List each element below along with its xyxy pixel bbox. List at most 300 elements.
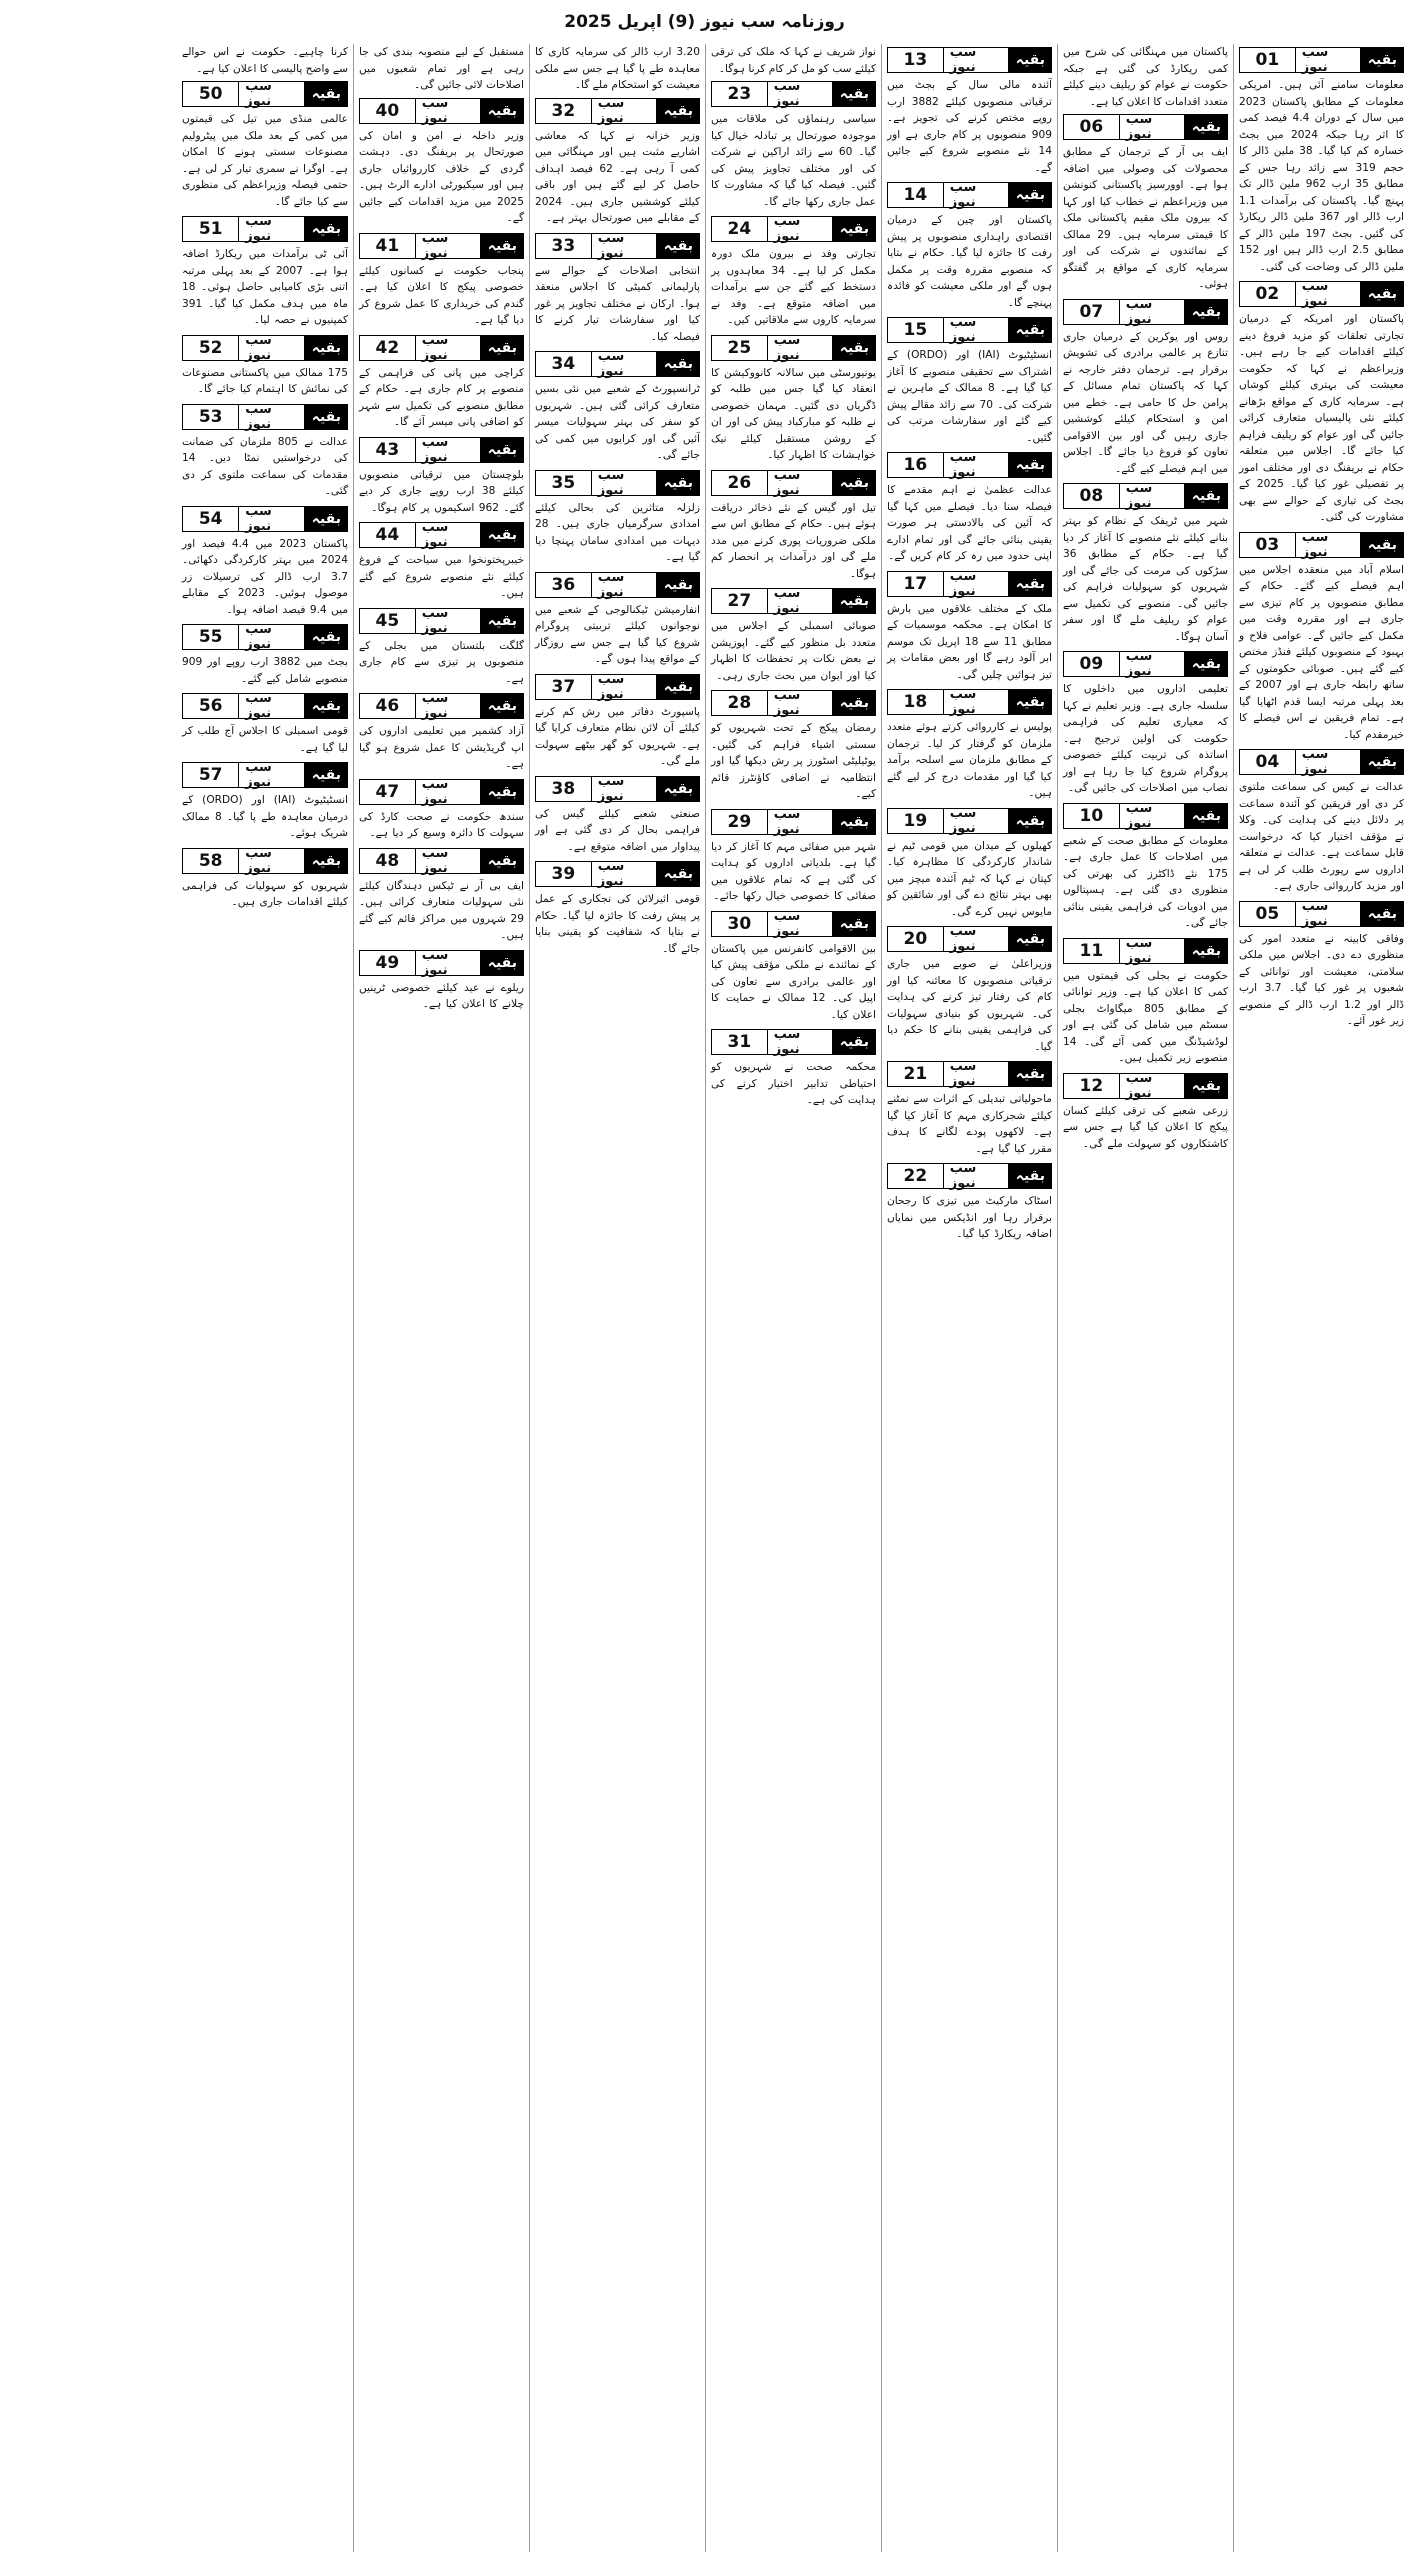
baqiya-tag: بقیہ — [657, 776, 700, 802]
continuation-block — [182, 624, 348, 687]
continuation-number: 49 — [359, 950, 416, 976]
continuation-number: 19 — [887, 808, 944, 834]
continuation-number: 16 — [887, 452, 944, 478]
continuation-block — [711, 806, 876, 905]
baqiya-tag: بقیہ — [305, 335, 348, 361]
continuation-block — [887, 1061, 1052, 1157]
continued-text: کرنا چاہیے۔ حکومت نے اس حوالے سے واضح پالیسی کا اعلان کیا ہے۔ — [182, 46, 348, 75]
continuation-block — [535, 861, 700, 957]
baqiya-label — [535, 95, 700, 126]
continuation-block — [359, 693, 524, 773]
continuation-text: عدالت عظمیٰ نے اہم مقدمے کا فیصلہ سنا دیا۔ فیصلے میں کہا گیا کہ آئین کی بالادستی ہر صورت یقینی بنائی جائے گی اور تمام ادارے اپنی حدود میں رہ کر کام کریں گے۔ — [887, 484, 1052, 562]
baqiya-label — [182, 332, 348, 363]
baqiya-label — [1063, 1070, 1228, 1101]
continuation-text: ایف بی آر نے ٹیکس دہندگان کیلئے نئی سہولیات متعارف کرائی ہیں۔ 29 شہروں میں مراکز قائم کیے گئے ہیں۔ — [359, 879, 524, 941]
subnews-word: سب نیوز — [239, 848, 304, 874]
continuation-number: 40 — [359, 98, 416, 124]
baqiya-tag: بقیہ — [481, 779, 524, 805]
baqiya-tag: بقیہ — [657, 674, 700, 700]
continuation-number: 41 — [359, 233, 416, 259]
continuation-block — [359, 332, 524, 431]
continuation-block — [711, 332, 876, 464]
baqiya-tag: بقیہ — [1361, 47, 1404, 73]
continued-text: پاکستان میں مہنگائی کی شرح میں کمی ریکارڈ کی گئی ہے جبکہ حکومت نے عوام کو ریلیف دینے کیلئے متعدد اقدامات کا اعلان کیا ہے۔ — [1063, 46, 1228, 108]
baqiya-tag: بقیہ — [305, 216, 348, 242]
baqiya-tag: بقیہ — [833, 588, 876, 614]
continuation-text: خیبرپختونخوا میں سیاحت کے فروغ کیلئے نئے منصوبے شروع کیے گئے ہیں۔ — [359, 554, 524, 599]
baqiya-tag: بقیہ — [657, 861, 700, 887]
continuation-block — [887, 317, 1052, 446]
continuation-text: ایف بی آر کے ترجمان کے مطابق محصولات کی وصولی میں اضافہ ہوا ہے۔ اوورسیز پاکستانی کنونشن میں وزیراعظم نے خطاب کیا اور کہا کہ بیرون ملک مقیم پاکستانی ملک کا قیمتی سرمایہ ہیں۔ 29 ممالک کے نمائندوں نے شرکت کی اور سرمایہ کاری کے مواقع پر گفتگو ہوئی۔ — [1063, 146, 1228, 290]
newspaper-title: روزنامہ سب نیوز (9) اپریل 2025 — [564, 11, 845, 32]
baqiya-label — [1063, 935, 1228, 966]
continuation-text: ملک کے مختلف علاقوں میں بارش کا امکان ہے۔ محکمہ موسمیات کے مطابق 11 سے 18 اپریل تک موسم ابر آلود رہے گا اور بعض مقامات پر تیز ہوائیں چلیں گی۔ — [887, 602, 1052, 681]
subnews-word: سب نیوز — [239, 762, 304, 788]
subnews-word: سب نیوز — [1120, 651, 1185, 677]
baqiya-tag: بقیہ — [481, 335, 524, 361]
subnews-word: سب نیوز — [592, 572, 657, 598]
baqiya-label — [182, 845, 348, 876]
baqiya-tag: بقیہ — [481, 522, 524, 548]
baqiya-label — [359, 605, 524, 636]
continuation-number: 38 — [535, 776, 592, 802]
continuation-block — [887, 568, 1052, 684]
baqiya-label — [182, 693, 348, 719]
subnews-word: سب نیوز — [592, 98, 657, 124]
continuation-number: 43 — [359, 437, 416, 463]
continuation-number: 26 — [711, 470, 768, 496]
subnews-word: سب نیوز — [416, 779, 481, 805]
news-column — [353, 44, 529, 2552]
continuation-text: عدالت نے 805 ملزمان کی ضمانت کی درخواستیں نمٹا دیں۔ 14 مقدمات کی سماعت ملتوی کر دی گئی۔ — [182, 435, 348, 497]
subnews-word: سب نیوز — [1296, 281, 1361, 307]
continuation-text: بلوچستان میں ترقیاتی منصوبوں کیلئے 38 ارب روپے جاری کر دیے گئے۔ 962 اسکیموں پر کام ہوگا۔ — [359, 468, 524, 514]
baqiya-tag: بقیہ — [833, 335, 876, 361]
subnews-word: سب نیوز — [239, 216, 304, 242]
continuation-block — [887, 1163, 1052, 1243]
subnews-word: سب نیوز — [1296, 532, 1361, 558]
baqiya-tag: بقیہ — [1009, 1163, 1052, 1189]
subnews-word: سب نیوز — [944, 571, 1009, 597]
baqiya-tag: بقیہ — [1361, 749, 1404, 775]
continuation-number: 54 — [182, 506, 239, 532]
continuation-block — [1063, 1070, 1228, 1153]
baqiya-tag: بقیہ — [305, 81, 348, 107]
continuation-number: 37 — [535, 674, 592, 700]
baqiya-tag: بقیہ — [1185, 651, 1228, 677]
continuation-block — [359, 434, 524, 517]
baqiya-tag: بقیہ — [305, 762, 348, 788]
baqiya-label — [359, 95, 524, 126]
continuation-number: 07 — [1063, 299, 1120, 325]
baqiya-label — [1063, 800, 1228, 831]
continuation-block — [711, 1029, 876, 1109]
continuation-number: 22 — [887, 1163, 944, 1189]
baqiya-label — [182, 216, 348, 242]
continuation-text: انسٹیٹیوٹ (IAI) اور (ORDO) کے اشتراک سے تحقیقی منصوبے کا آغاز کیا گیا ہے۔ 8 ممالک کے ماہرین نے شرکت کی۔ 70 سے زائد مقالے پیش کیے گئے اور سفارشات مرتب کی گئیں۔ — [887, 349, 1052, 444]
subnews-word: سب نیوز — [768, 81, 833, 107]
news-column — [1057, 44, 1233, 2552]
continuation-block — [182, 332, 348, 398]
baqiya-tag: بقیہ — [833, 809, 876, 835]
continuation-block — [359, 845, 524, 944]
continuation-text: صوبائی اسمبلی کے اجلاس میں متعدد بل منظور کیے گئے۔ اپوزیشن نے بعض نکات پر تحفظات کا اظہار کیا اور ایوان میں بحث جاری رہی۔ — [711, 620, 876, 682]
continuation-number: 27 — [711, 588, 768, 614]
continuation-block — [1063, 114, 1228, 293]
continuation-block — [1063, 800, 1228, 932]
baqiya-label — [535, 671, 700, 702]
baqiya-label — [535, 861, 700, 887]
continuation-text: عالمی منڈی میں تیل کی قیمتوں میں کمی کے بعد ملک میں پیٹرولیم مصنوعات سستی ہونے کا امکان ہے۔ اوگرا نے سمری تیار کر لی ہے۔ حتمی فیصلہ وزیراعظم کی منظوری سے کیا جائے گا۔ — [182, 113, 348, 208]
subnews-word: سب نیوز — [1120, 483, 1185, 509]
continuation-block — [1239, 47, 1404, 275]
continuation-number: 28 — [711, 690, 768, 716]
subnews-word: سب نیوز — [944, 1061, 1009, 1087]
continuation-block — [711, 588, 876, 684]
subnews-word: سب نیوز — [768, 809, 833, 835]
baqiya-label — [711, 1029, 876, 1055]
continuation-block — [887, 689, 1052, 802]
baqiya-tag: بقیہ — [1009, 808, 1052, 834]
continuation-block — [1063, 935, 1228, 1067]
baqiya-label — [359, 522, 524, 548]
continuation-number: 47 — [359, 779, 416, 805]
subnews-word: سب نیوز — [239, 506, 304, 532]
baqiya-label — [359, 693, 524, 719]
continuation-text: شہر میں ٹریفک کے نظام کو بہتر بنانے کیلئے نئے منصوبے کا آغاز کر دیا گیا ہے۔ حکام کے مطابق 36 سڑکوں کی مرمت کی جائے گی اور شہریوں کو سہولیات فراہم کی جائیں گی۔ منصوبے کی تکمیل سے عوام کو ریلیف ملے گا اور سفر آسان ہوگا۔ — [1063, 515, 1228, 643]
baqiya-label — [182, 81, 348, 107]
continuation-text: انتخابی اصلاحات کے حوالے سے پارلیمانی کمیٹی کا اجلاس منعقد ہوا۔ ارکان نے مختلف تجاویز پر غور کیا اور سفارشات تیار کرنے کا فیصلہ کیا۔ — [535, 264, 700, 343]
continuation-block — [887, 47, 1052, 176]
baqiya-label — [359, 845, 524, 876]
baqiya-tag: بقیہ — [833, 1029, 876, 1055]
continuation-number: 14 — [887, 182, 944, 208]
continuation-text: پولیس نے کارروائی کرتے ہوئے متعدد ملزمان کو گرفتار کر لیا۔ ترجمان کے مطابق ملزمان سے اسلحہ برآمد کیا گیا اور مقدمات درج کر لیے گئے ہیں۔ — [887, 721, 1052, 799]
news-column — [705, 44, 881, 2552]
subnews-word: سب نیوز — [768, 588, 833, 614]
subnews-word: سب نیوز — [416, 608, 481, 634]
continuation-text: سیاسی رہنماؤں کی ملاقات میں موجودہ صورتحال پر تبادلہ خیال کیا گیا۔ 60 سے زائد اراکین نے شرکت کی اور مختلف تجاویز پیش کی گئیں۔ فیصلہ کیا گیا کہ مشاورت کا عمل جاری رکھا جائے گا۔ — [711, 113, 876, 208]
continuation-block — [1239, 529, 1404, 744]
continuation-number: 33 — [535, 233, 592, 259]
continuation-text: سندھ حکومت نے صحت کارڈ کی سہولت کا دائرہ وسیع کر دیا ہے۔ — [359, 810, 524, 839]
subnews-word: سب نیوز — [1120, 803, 1185, 829]
subnews-word: سب نیوز — [416, 233, 481, 259]
subnews-word: سب نیوز — [416, 950, 481, 976]
continuation-number: 57 — [182, 762, 239, 788]
subnews-word: سب نیوز — [768, 911, 833, 937]
continuation-block — [359, 95, 524, 227]
continuation-number: 39 — [535, 861, 592, 887]
continuation-text: پاکستان اور امریکہ کے درمیان تجارتی تعلقات کو مزید فروغ دینے کیلئے اقدامات کیے جا رہے ہیں۔ وزیراعظم نے کہا کہ حکومت معیشت کی بہتری کیلئے کوشاں ہے۔ سرمایہ کاری کے مواقع بڑھانے کیلئے نئی پالیسیاں متعارف کرائی جائیں گی اور عوام کو ریلیف فراہم کیا جائے گا۔ اجلاس میں متعلقہ حکام نے بریفنگ دی اور مختلف امور پر تفصیلی غور کیا گیا۔ 2025 کے بجٹ کی تیاری کے حوالے سے بھی مشاورت کی گئی۔ — [1239, 313, 1404, 523]
subnews-word: سب نیوز — [944, 182, 1009, 208]
continuation-text: 175 ممالک میں پاکستانی مصنوعات کی نمائش کا اہتمام کیا جائے گا۔ — [182, 366, 348, 395]
baqiya-tag: بقیہ — [1009, 452, 1052, 478]
baqiya-label — [711, 216, 876, 242]
baqiya-tag: بقیہ — [481, 848, 524, 874]
continuation-text: تعلیمی اداروں میں داخلوں کا سلسلہ جاری ہے۔ وزیر تعلیم نے کہا کہ معیاری تعلیم کی فراہمی حکومت کی اولین ترجیح ہے۔ اساتذہ کی تربیت کیلئے خصوصی پروگرام شروع کیا جا رہا ہے اور نصاب میں اصلاحات کی جائیں گی۔ — [1063, 683, 1228, 794]
continuation-text: تجارتی وفد نے بیرون ملک دورہ مکمل کر لیا ہے۔ 34 معاہدوں پر دستخط کیے گئے جن سے برآمدات میں اضافہ متوقع ہے۔ وفد نے سرمایہ کاروں سے ملاقاتیں کیں۔ — [711, 248, 876, 326]
subnews-word: سب نیوز — [416, 693, 481, 719]
baqiya-label — [535, 773, 700, 804]
baqiya-tag: بقیہ — [1009, 1061, 1052, 1087]
continuation-text: بجٹ میں 3882 ارب روپے اور 909 منصوبے شامل کیے گئے۔ — [182, 656, 348, 685]
continuation-number: 03 — [1239, 532, 1296, 558]
continuation-block — [182, 503, 349, 619]
baqiya-tag: بقیہ — [1361, 532, 1404, 558]
baqiya-label — [535, 230, 700, 261]
subnews-word: سب نیوز — [944, 47, 1009, 73]
subnews-word: سب نیوز — [416, 848, 481, 874]
baqiya-tag: بقیہ — [305, 848, 348, 874]
subnews-word: سب نیوز — [592, 776, 657, 802]
continuation-text: انسٹیٹیوٹ (IAI) اور (ORDO) کے درمیان معاہدہ طے پا گیا۔ 8 ممالک شریک ہوئے۔ — [182, 794, 349, 839]
continuation-number: 08 — [1063, 483, 1120, 509]
continuation-text: آئی ٹی برآمدات میں ریکارڈ اضافہ ہوا ہے۔ 2007 کے بعد پہلی مرتبہ اتنی بڑی کامیابی حاصل ہوئی۔ 18 ماہ میں ہدف مکمل کیا گیا۔ 391 کمپنیوں نے حصہ لیا۔ — [182, 248, 348, 326]
continuation-block — [1063, 296, 1228, 478]
baqiya-tag: بقیہ — [481, 233, 524, 259]
news-column — [529, 44, 705, 2552]
baqiya-label — [1063, 651, 1228, 677]
continuation-text: محکمہ صحت نے شہریوں کو احتیاطی تدابیر اختیار کرنے کی ہدایت کی ہے۔ — [711, 1061, 876, 1106]
continuation-text: پاکستان 2023 میں 4.4 فیصد اور 2024 میں بہتر کارکردگی دکھائی۔ 3.7 ارب ڈالر کی ترسیلات زر موصول ہوئیں۔ 2023 کے مقابلے میں 9.4 فیصد اضافہ ہوا۔ — [182, 537, 349, 616]
continuation-number: 42 — [359, 335, 416, 361]
continuation-text: ٹرانسپورٹ کے شعبے میں نئی بسیں متعارف کرائی گئی ہیں۔ شہریوں کو سفر کی بہتر سہولیات میسر آئیں گی اور کرایوں میں کمی کی جائے گی۔ — [535, 383, 700, 461]
continuation-text: زرعی شعبے کی ترقی کیلئے کسان پیکج کا اعلان کیا گیا ہے جس سے کاشتکاروں کو سہولت ملے گی۔ — [1063, 1104, 1228, 1150]
continuation-block — [1239, 749, 1404, 895]
continuation-number: 34 — [535, 351, 592, 377]
baqiya-label — [887, 317, 1052, 343]
article-columns — [0, 44, 1409, 2552]
continuation-text: اسٹاک مارکیٹ میں تیزی کا رجحان برقرار رہا اور انڈیکس میں نمایاں اضافہ ریکارڈ کیا گیا۔ — [887, 1195, 1052, 1240]
continuation-text: انفارمیشن ٹیکنالوجی کے شعبے میں نوجوانوں کیلئے تربیتی پروگرام شروع کیا گیا ہے جس سے روزگار کے مواقع پیدا ہوں گے۔ — [535, 603, 700, 665]
subnews-word: سب نیوز — [416, 335, 481, 361]
continuation-number: 30 — [711, 911, 768, 937]
subnews-word: سب نیوز — [944, 1163, 1009, 1189]
continuation-block — [535, 230, 700, 346]
subnews-word: سب نیوز — [239, 335, 304, 361]
baqiya-label — [711, 81, 876, 107]
continuation-text: آزاد کشمیر میں تعلیمی اداروں کی اپ گریڈیشن کا عمل شروع ہو گیا ہے۔ — [359, 725, 524, 770]
baqiya-tag: بقیہ — [481, 98, 524, 124]
baqiya-label — [887, 452, 1052, 478]
continuation-number: 53 — [182, 404, 239, 430]
baqiya-tag: بقیہ — [305, 506, 348, 532]
continued-text: مستقبل کے لیے منصوبہ بندی کی جا رہی ہے اور تمام شعبوں میں اصلاحات لائی جائیں گی۔ — [359, 46, 524, 91]
baqiya-tag: بقیہ — [1185, 114, 1228, 140]
continuation-block — [359, 522, 524, 602]
continuation-number: 56 — [182, 693, 239, 719]
subnews-word: سب نیوز — [416, 437, 481, 463]
continuation-text: یونیورسٹی میں سالانہ کانووکیشن کا انعقاد کیا گیا جس میں طلبہ کو ڈگریاں دی گئیں۔ مہمان خصوصی نے طلبہ کو مبارکباد پیش کی اور ان کے روشن مستقبل کیلئے نیک خواہشات کا اظہار کیا۔ — [711, 366, 876, 461]
subnews-word: سب نیوز — [1120, 299, 1185, 325]
continuation-text: بین الاقوامی کانفرنس میں پاکستان کے نمائندے نے ملکی مؤقف پیش کیا اور عالمی برادری سے تعاون کی اپیل کی۔ 12 ممالک نے حمایت کا اعلان کیا۔ — [711, 942, 876, 1021]
continuation-number: 50 — [182, 81, 239, 107]
continuation-block — [535, 351, 700, 464]
continuation-block — [535, 671, 700, 770]
continuation-text: وزیر خزانہ نے کہا کہ معاشی اشاریے مثبت ہیں اور مہنگائی میں کمی آ رہی ہے۔ 62 فیصد اہداف حاصل کر لیے گئے ہیں اور باقی کیلئے کوششیں جاری ہیں۔ 2024 کے مقابلے میں صورتحال بہتر ہے۔ — [535, 129, 700, 224]
baqiya-label — [535, 351, 700, 377]
subnews-word: سب نیوز — [416, 98, 481, 124]
continuation-number: 55 — [182, 624, 239, 650]
continuation-number: 24 — [711, 216, 768, 242]
baqiya-tag: بقیہ — [305, 693, 348, 719]
baqiya-tag: بقیہ — [1185, 1073, 1228, 1099]
baqiya-tag: بقیہ — [833, 470, 876, 496]
continuation-text: قومی اسمبلی کا اجلاس آج طلب کر لیا گیا ہے۔ — [182, 725, 348, 754]
continuation-block — [359, 776, 524, 842]
subnews-word: سب نیوز — [416, 522, 481, 548]
subnews-word: سب نیوز — [1120, 938, 1185, 964]
subnews-word: سب نیوز — [944, 452, 1009, 478]
subnews-word: سب نیوز — [1296, 749, 1361, 775]
baqiya-label — [182, 624, 348, 650]
baqiya-label — [887, 805, 1052, 836]
continuation-number: 32 — [535, 98, 592, 124]
baqiya-tag: بقیہ — [1009, 689, 1052, 715]
baqiya-label — [182, 503, 348, 534]
continuation-number: 11 — [1063, 938, 1120, 964]
baqiya-label — [711, 467, 876, 498]
continuation-text: وزیر داخلہ نے امن و امان کی صورتحال پر بریفنگ دی۔ دہشت گردی کے خلاف کارروائیاں جاری ہیں اور سیکیورٹی ادارے الرٹ ہیں۔ 2025 میں مزید اقدامات کیے جائیں گے۔ — [359, 129, 524, 224]
baqiya-tag: بقیہ — [1009, 182, 1052, 208]
baqiya-label — [711, 690, 876, 716]
baqiya-label — [1239, 529, 1404, 560]
continuation-block — [182, 762, 348, 842]
baqiya-tag: بقیہ — [481, 608, 524, 634]
continuation-number: 15 — [887, 317, 944, 343]
continuation-text: وزیراعلیٰ نے صوبے میں جاری ترقیاتی منصوبوں کا معائنہ کیا اور کام کی رفتار تیز کرنے کی ہدایت کی۔ شہریوں کو بنیادی سہولیات کی فراہمی یقینی بنانے کا حکم دیا گیا۔ — [887, 958, 1052, 1053]
continuation-block — [535, 773, 700, 856]
continuation-number: 46 — [359, 693, 416, 719]
baqiya-tag: بقیہ — [657, 572, 700, 598]
continuation-text: عدالت نے کیس کی سماعت ملتوی کر دی اور فریقین کو آئندہ سماعت پر دلائل دینے کی ہدایت کی۔ وکلا نے مؤقف اختیار کیا کہ درخواست قابل سماعت ہے۔ عدالت نے متعلقہ اداروں سے رپورٹ طلب کر لی ہے اور مزید کارروائی جاری ہے۔ — [1239, 781, 1404, 892]
baqiya-label — [359, 230, 524, 261]
baqiya-label — [359, 332, 524, 363]
continuation-block — [711, 690, 876, 803]
subnews-word: سب نیوز — [1120, 114, 1185, 140]
subnews-word: سب نیوز — [768, 216, 833, 242]
subnews-word: سب نیوز — [1120, 1073, 1185, 1099]
continuation-number: 52 — [182, 335, 239, 361]
subnews-word: سب نیوز — [239, 404, 304, 430]
continuation-text: آئندہ مالی سال کے بجٹ میں ترقیاتی منصوبوں کیلئے 3882 ارب روپے مختص کرنے کی تجویز ہے۔ 909 منصوبوں پر کام جاری ہے اور 14 نئے منصوبے شروع کیے جائیں گے۔ — [887, 79, 1052, 174]
baqiya-tag: بقیہ — [1361, 281, 1404, 307]
subnews-word: سب نیوز — [592, 861, 657, 887]
continuation-block — [182, 216, 348, 329]
baqiya-label — [359, 776, 524, 807]
continuation-number: 20 — [887, 926, 944, 952]
subnews-word: سب نیوز — [592, 470, 657, 496]
subnews-word: سب نیوز — [768, 335, 833, 361]
continuation-block — [359, 230, 524, 329]
continuation-text: معلومات کے مطابق صحت کے شعبے میں اصلاحات کا عمل جاری ہے۔ 175 نئے ڈاکٹرز کی بھرتی کی منظوری دی گئی ہے۔ ہسپتالوں میں ادویات کی فراہمی یقینی بنائی جائے گی۔ — [1063, 834, 1228, 929]
baqiya-label — [1239, 749, 1404, 775]
continuation-block — [711, 908, 876, 1024]
continuation-text: پاکستان اور چین کے درمیان اقتصادی راہداری منصوبوں پر پیش رفت کا جائزہ لیا گیا۔ حکام نے بتایا کہ منصوبے مقررہ وقت پر مکمل ہوں گے اور ملکی معیشت کو فائدہ پہنچے گا۔ — [887, 214, 1052, 309]
news-column — [1233, 44, 1409, 2552]
subnews-word: سب نیوز — [1296, 47, 1361, 73]
baqiya-label — [711, 332, 876, 363]
baqiya-tag: بقیہ — [481, 950, 524, 976]
continuation-text: پنجاب حکومت نے کسانوں کیلئے خصوصی پیکج کا اعلان کیا ہے۔ گندم کی خریداری کا عمل شروع کر دیا گیا ہے۔ — [359, 264, 524, 326]
continuation-number: 25 — [711, 335, 768, 361]
baqiya-label — [1239, 898, 1404, 929]
baqiya-label — [887, 47, 1052, 73]
continuation-block — [887, 452, 1052, 565]
continuation-number: 44 — [359, 522, 416, 548]
baqiya-tag: بقیہ — [833, 216, 876, 242]
continuation-text: کھیلوں کے میدان میں قومی ٹیم نے شاندار کارکردگی کا مظاہرہ کیا۔ کپتان نے کہا کہ ٹیم آئندہ میچز میں بھی بہتر نتائج دے گی اور شائقین کو مایوس نہیں کرے گی۔ — [887, 839, 1052, 918]
continuation-block — [1063, 651, 1228, 797]
subnews-word: سب نیوز — [768, 470, 833, 496]
continuation-block — [182, 693, 348, 756]
continuation-number: 13 — [887, 47, 944, 73]
continuation-text: گلگت بلتستان میں بجلی کے منصوبوں پر تیزی سے کام جاری ہے۔ — [359, 639, 524, 685]
continuation-number: 23 — [711, 81, 768, 107]
continuation-block — [359, 605, 524, 688]
baqiya-tag: بقیہ — [1009, 317, 1052, 343]
continuation-number: 35 — [535, 470, 592, 496]
continuation-block — [535, 569, 700, 668]
baqiya-label — [887, 926, 1052, 952]
continuation-text: قومی ائیرلائن کی نجکاری کے عمل پر پیش رفت کا جائزہ لیا گیا۔ حکام نے بتایا کہ شفافیت کو یقینی بنایا جائے گا۔ — [535, 893, 700, 955]
continuation-text: روس اور یوکرین کے درمیان جاری تنازع پر عالمی برادری کی تشویش برقرار ہے۔ ترجمان دفتر خارجہ نے کہا کہ پاکستان تمام مسائل کے پرامن حل کا حامی ہے۔ خطے میں امن و استحکام کیلئے کوششیں جاری رہیں گی اور بین الاقوامی تعاون کو فروغ دیا جائے گا۔ اجلاس میں اہم فیصلے کیے گئے۔ — [1063, 330, 1228, 475]
baqiya-tag: بقیہ — [1185, 299, 1228, 325]
news-column — [881, 44, 1057, 2552]
continuation-block — [711, 81, 876, 210]
baqiya-tag: بقیہ — [1009, 926, 1052, 952]
continuation-block — [1063, 483, 1228, 645]
continuation-number: 01 — [1239, 47, 1296, 73]
baqiya-label — [887, 689, 1052, 715]
continuation-block — [182, 81, 348, 210]
baqiya-label — [711, 908, 876, 939]
continuation-block — [887, 805, 1052, 921]
continuation-block — [887, 926, 1052, 1055]
baqiya-label — [1239, 281, 1404, 307]
baqiya-tag: بقیہ — [657, 233, 700, 259]
subnews-word: سب نیوز — [239, 624, 304, 650]
continuation-text: اسلام آباد میں منعقدہ اجلاس میں اہم فیصلے کیے گئے۔ حکام کے مطابق منصوبوں پر کام تیزی سے جاری ہے اور مقررہ وقت میں مکمل کیے جائیں گے۔ عوامی فلاح و بہبود کے منصوبوں کیلئے فنڈز مختص کیے گئے ہیں۔ صوبائی حکومتوں کے ساتھ رابطہ جاری ہے اور 2007 کے بعد پہلی مرتبہ ایسا قدم اٹھایا گیا ہے۔ تمام فریقین نے اس فیصلے کا خیرمقدم کیا۔ — [1239, 563, 1404, 741]
baqiya-tag: بقیہ — [481, 693, 524, 719]
continuation-block — [887, 182, 1052, 311]
continuation-number: 58 — [182, 848, 239, 874]
baqiya-label — [359, 434, 524, 465]
baqiya-label — [1239, 47, 1404, 73]
baqiya-tag: بقیہ — [657, 470, 700, 496]
continuation-text: وفاقی کابینہ نے متعدد امور کی منظوری دے دی۔ اجلاس میں ملکی سلامتی، معیشت اور توانائی کے شعبوں پر غور کیا گیا۔ 3.7 ارب ڈالر اور 1.2 ارب ڈالر کے منصوبے زیر غور آئے۔ — [1239, 932, 1404, 1027]
baqiya-tag: بقیہ — [1361, 901, 1404, 927]
baqiya-label — [182, 401, 348, 432]
continuation-number: 21 — [887, 1061, 944, 1087]
baqiya-label — [711, 588, 876, 614]
continuation-number: 48 — [359, 848, 416, 874]
baqiya-tag: بقیہ — [657, 351, 700, 377]
continuation-block — [1239, 281, 1404, 526]
continuation-block — [711, 216, 876, 329]
subnews-word: سب نیوز — [944, 317, 1009, 343]
continuation-text: صنعتی شعبے کیلئے گیس کی فراہمی بحال کر دی گئی ہے اور پیداوار میں اضافہ متوقع ہے۔ — [535, 807, 700, 853]
baqiya-label — [1063, 483, 1228, 509]
continued-text: 3.20 ارب ڈالر کی سرمایہ کاری کا معاہدہ طے پا گیا ہے جس سے ملکی معیشت کو استحکام ملے گا۔ — [535, 46, 700, 91]
continuation-block — [182, 401, 348, 500]
baqiya-label — [1063, 114, 1228, 140]
continuation-text: شہریوں کو سہولیات کی فراہمی کیلئے اقدامات جاری ہیں۔ — [182, 879, 348, 908]
subnews-word: سب نیوز — [592, 233, 657, 259]
baqiya-tag: بقیہ — [833, 81, 876, 107]
continuation-block — [535, 95, 700, 227]
